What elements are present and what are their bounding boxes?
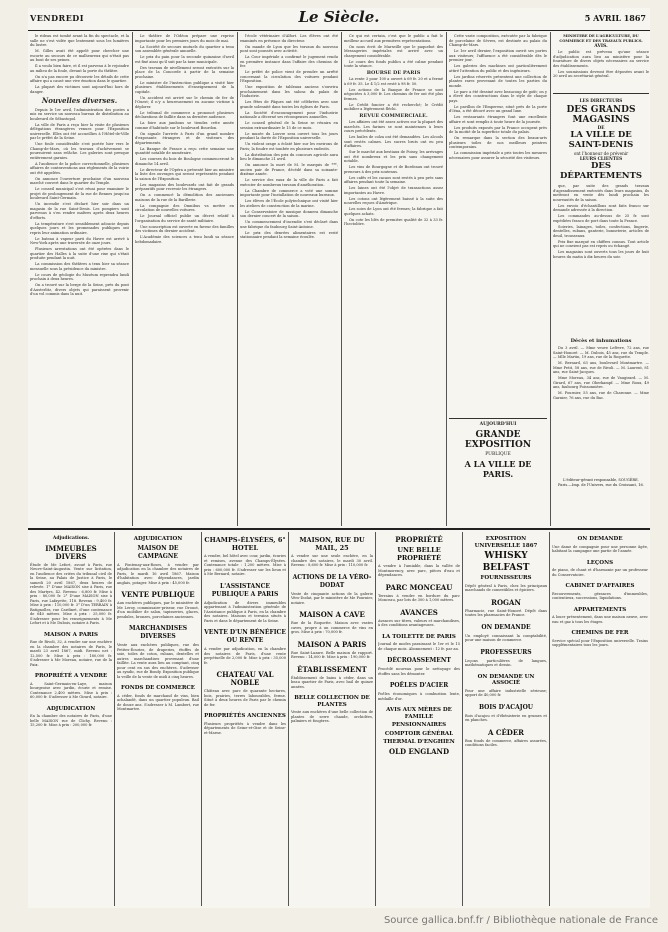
masthead-title: Le Siècle. bbox=[298, 8, 380, 26]
ad-title: A CÉDER bbox=[488, 727, 524, 737]
imprimerie-line: Paris.—Imp. de l'Univers, rue du Croissant, 16. bbox=[558, 483, 644, 487]
ad-title: MAISON A CAVE bbox=[299, 610, 365, 619]
issue-date: 5 AVRIL 1867 bbox=[584, 13, 646, 23]
section-rule bbox=[553, 93, 649, 94]
ad-title: ÉTABLISSEMENT bbox=[297, 664, 367, 674]
issue-day: VENDREDI bbox=[30, 13, 84, 23]
ad-title: DÉCROASSEMENT bbox=[387, 657, 451, 664]
ad-title: POÊLES D'ACIER bbox=[389, 682, 449, 689]
column-rule bbox=[549, 532, 550, 906]
ad-column: PROPRIÉTÉ UNE BELLE PROPRIÉTÉ A vendre à l'amiable, dans la vallée de Montmorency, avec parc, pièces d'eau et dépendances. PARC MONCEAU Terrains à vendre en bordure du parc Monceau, par lots de 300 à 1,000 mètres. AVANCES Avances sur titres, valeurs et marchandises, à des conditions avantageuses. LA TOILETTE DE PARIS Journal de modes paraissant le 1er et le 15 de chaque mois. Abonnement : 12 fr. par an. DÉCROASSEMENT Procédé nouveau pour le nettoyage des étoffes sans les démonter. POÊLES D'ACIER Poêles économiques à combustion lente, médaille d'or. AVIS AUX MÈRES DE FAMILLE PENSIONNAIRES COMPTOIR GÉNÉRAL THERMAL D'ENGHIEN OLD ENGLAND bbox=[378, 535, 460, 756]
ad-title: EXPOSITION UNIVERSELLE 1867 bbox=[474, 536, 538, 549]
ad-title: PROPRIÉTÉS ANCIENNES bbox=[204, 713, 286, 719]
ad-title: BELFAST bbox=[482, 563, 530, 573]
ad-title: PARC MONCEAU bbox=[385, 582, 453, 592]
ad-title: CHAMPS-ÉLYSÉES, 6° HOTEL bbox=[204, 536, 286, 552]
ad-column: Adjudications. IMMEUBLES DIVERS Étude de Me Lefort, avoué à Paris, rue Neuve-Saint-Augustin. Vente sur licitation, en l'audience des criées du tribunal civil de la Seine, au Palais de Justice à Paris, le samedi 20 avril 1867, deux heures de relevée. 1° D'une MAISON sise à Paris, rue des Martyrs, 42. Revenu : 6,800 fr. Mise à prix : 80,000 fr. 2° D'une MAISON sise à Paris, rue Lafayette, 118. Revenu : 9,400 fr. Mise à prix : 110,000 fr. 3° D'un TERRAIN à Batignolles, rue Cardinet, d'une contenance de 640 mètres. Mise à prix : 25,000 fr. S'adresser pour les renseignements à Me Lefort et à Me Dubois, notaire à Paris. MAISON A PARIS Rue de Rivoli, 32, à vendre sur une enchère en la chambre des notaires de Paris, le mardi 23 avril 1867, midi. Revenu net : 12,500 fr. Mise à prix : 180,000 fr. S'adresser à Me Moreau, notaire, rue de la Paix. PROPRIÉTÉ A VENDRE A Saint-Germain-en-Laye, maison bourgeoise avec jardin, écurie et remise. Contenance 2,400 mètres. Mise à prix : 60,000 fr. S'adresser à Me Girard, notaire. ADJUDICATION En la chambre des notaires de Paris, d'une belle MAISON rue de Clichy. Revenu : 15,200 fr. Mise à prix : 200,000 fr. bbox=[30, 536, 112, 727]
ad-title: THERMAL D'ENGHIEN bbox=[383, 739, 455, 745]
avis-heading: AVIS. bbox=[594, 44, 608, 49]
magasins-text: que, par suite des grands travaux d'agrandissement exécutés dans leurs magasins, ils mettront en vente dès lundi prochain les nouveautés de la saison. Les envois d'échantillons sont faits franco sur demande adressée à la direction. Les commandes au-dessus de 25 fr. sont expédiées franco de port dans toute la France. Soieries, lainages, toiles, confections, lingerie, dentelles, rubans, ganterie, bonneterie, articles de deuil, trousseaux. Prix fixe marqué en chiffres connus. Tout article qui ne convient pas est repris ou échangé. Les magasins sont ouverts tous les jours de huit heures du matin à dix heures du soir. bbox=[553, 184, 649, 259]
section-rule bbox=[449, 418, 547, 419]
column-rule bbox=[114, 532, 115, 906]
article-column: Le théâtre de l'Odéon prépare une reprise importante pour les premiers jours du mois de mai. La Société de secours mutuels du quartier a tenu son assemblée générale annuelle. Le prix du pain pour la seconde quinzaine d'avril est fixé ainsi qu'il suit par la taxe municipale. Des travaux de nivellement seront exécutés sur la place de la Concorde à partir de la semaine prochaine. Le ministre de l'instruction publique a visité hier plusieurs établissements d'enseignement de la capitale. Un accident est arrivé sur le chemin de fer de l'Ouest; il n'y a heureusement eu aucune victime à déplorer. Le tribunal de commerce a prononcé plusieurs déclarations de faillite dans sa dernière audience. La foire aux jambons se tiendra cette année comme d'habitude sur le boulevard Bourdon. On signale l'arrivée à Paris d'un grand nombre d'exposants étrangers et de visiteurs des départements. La Banque de France a reçu cette semaine une quantité notable de numéraire. Les courses du bois de Boulogne commenceront le dimanche 14 avril. Le directeur de l'Opéra a présenté hier au ministre la liste des ouvrages qui seront représentés pendant la saison de l'Exposition. Les magasins des boulevards ont fait de grands préparatifs pour recevoir les étrangers. On a commencé la démolition des anciennes maisons de la rue de la Barillerie. La compagnie des Omnibus va mettre en circulation de nouvelles voitures. Le Journal officiel publie un décret relatif à l'organisation du service de santé militaire. Une souscription est ouverte en faveur des familles des victimes du dernier accident. L'Académie des sciences a tenu lundi sa séance hebdomadaire. bbox=[135, 34, 234, 244]
ad-title: LA TOILETTE DE PARIS bbox=[382, 633, 456, 640]
notice-public: PUBLIQUE bbox=[485, 452, 511, 457]
article-column: l'école vétérinaire d'Alfort. Les élèves ont été examinés en présence du directeur. On mande de Lyon que les travaux du nouveau pont sont poussés avec activité. La Cour impériale a confirmé le jugement rendu en première instance dans l'affaire des chemins de fer. Le préfet de police vient de prendre un arrêté concernant la circulation des voitures pendant l'Exposition. Une exposition de tableaux anciens s'ouvrira prochainement dans les salons du palais de l'Industrie. Les fêtes de Pâques ont été célébrées avec une grande solennité dans toutes les églises de Paris. La Société d'encouragement pour l'industrie nationale a décerné ses récompenses annuelles. Le conseil général de la Seine se réunira en session extraordinaire le 15 de ce mois. Le musée du Louvre sera ouvert tous les jours pendant la durée de l'Exposition universelle. Un violent orage a éclaté hier sur les environs de Paris; la foudre est tombée en plusieurs endroits. La distribution des prix du concours agricole aura lieu le dimanche 21 avril. On annonce la mort de M. le marquis de ***, ancien pair de France, décédé dans sa soixante-dixième année. Le service des eaux de la ville de Paris a fait exécuter de nombreux travaux d'amélioration. La Chambre de commerce a voté une somme importante pour l'installation de nouveaux bureaux. Les élèves de l'École polytechnique ont visité hier les ateliers de construction de la marine. Le Conservatoire de musique donnera dimanche son dernier concert de la saison. Un commencement d'incendie s'est déclaré dans une fabrique du faubourg Saint-Antoine. Le prix des denrées alimentaires est resté stationnaire pendant la semaine écoulée. bbox=[240, 34, 338, 239]
ad-title: ADJUDICATION bbox=[133, 536, 183, 542]
ad-column: MAISON, RUE DU MAIL, 25 A vendre sur une seule enchère, en la chambre des notaires, le mardi 30 avril. Revenu : 8,600 fr. Mise à prix : 110,000 fr. ACTIONS DE LA VÉRO-DODAT Vente de cinquante actions de la galerie Véro-Dodat, par le ministère de Me Fournier, notaire. MAISON A CAVE Rue de la Roquette. Maison avec vastes caves, propre à un commerce de vins en gros. Mise à prix : 70,000 fr. MAISON A PARIS Rue Saint-Lazare. Belle maison de rapport. Revenu : 14,000 fr. Mise à prix : 190,000 fr. ÉTABLISSEMENT Établissement de bains à céder, dans un beau quartier de Paris, avec bail de quinze années. BELLE COLLECTION DE PLANTES Vente aux enchères d'une belle collection de plantes de serre chaude, orchidées, palmiers et fougères. bbox=[291, 536, 373, 723]
right-column bbox=[553, 34, 649, 524]
exposition-notice bbox=[449, 422, 547, 479]
ad-title: BOIS D'ACAJOU bbox=[478, 703, 534, 711]
ad-title: MAISON A PARIS bbox=[297, 639, 367, 649]
ministere-heading: MINISTÈRE DE L'AGRICULTURE, DU COMMERCE ET DES TRAVAUX PUBLICS. bbox=[559, 34, 643, 43]
ad-title: BELLE COLLECTION DE PLANTES bbox=[294, 695, 370, 708]
section-heading: REVUE COMMERCIALE. bbox=[359, 112, 428, 119]
column-rule bbox=[462, 532, 463, 906]
ad-title: PROPRIÉTÉ bbox=[395, 535, 443, 544]
ad-title: VENTE PUBLIQUE bbox=[121, 590, 195, 599]
ad-title: VENTE D'UN BÉNÉFICE OU RENTE bbox=[204, 629, 286, 644]
deces-heading: Décès et inhumations bbox=[570, 338, 632, 344]
ad-title: L'ASSISTANCE PUBLIQUE A PARIS bbox=[211, 582, 279, 598]
article-column: Cette vaste composition, exécutée par la fabrique de porcelaine de Sèvres, est destinée au palais du Champ-de-Mars. Le 1er avril dernier, l'exposition ouvrit ses portes aux visiteurs; l'affluence a été considérable dès le premier jour. Les galeries des machines ont particulièrement attiré l'attention du public et des ingénieurs. Les jardins réservés présentent une collection de plantes rares provenant de toutes les parties du monde. Le parc a été dessiné avec beaucoup de goût; on y a élevé des constructions dans le style de chaque pays. Le pavillon de l'Empereur, situé près de la porte d'Iéna, a été décoré avec un grand luxe. Les restaurants étrangers font une excellente affaire et sont remplis à toute heure de la journée. Les produits exposés par la France occupent près de la moitié de la superficie totale du palais. On remarque dans la section des beaux-arts plusieurs toiles de nos meilleurs peintres contemporains. La commission impériale a pris toutes les mesures nécessaires pour assurer la sécurité des visiteurs. bbox=[449, 34, 547, 160]
avis-text: Le public est prévenu qu'une séance d'adjudication aura lieu au ministère pour la fourniture de divers objets nécessaires au service des établissements. Les soumissions devront être déposées avant le 20 avril au secrétariat général. bbox=[553, 50, 649, 78]
ad-title: OLD ENGLAND bbox=[388, 746, 450, 756]
ads-divider bbox=[28, 528, 650, 530]
notice-ville-de-paris: A LA VILLE DE PARIS. bbox=[464, 459, 532, 479]
column-rule bbox=[550, 32, 551, 526]
grands-magasins: DES GRANDS MAGASINS bbox=[566, 105, 636, 125]
notice-exposition: GRANDE EXPOSITION bbox=[464, 430, 532, 450]
ad-column: EXPOSITION UNIVERSELLE 1867 WHISKY BELFAST FOURNISSEURS Dépôt général à Paris, chez les principaux marchands de comestibles et épiciers. ROGAN Pharmacie, rue Saint-Honoré. Dépôt dans toutes les pharmacies de France. ON DEMANDE Un employé connaissant la comptabilité, pour une maison de commerce. PROFESSEURS Leçons particulières de langues, mathématiques et dessin. ON DEMANDE UN ASSOCIÉ Pour une affaire industrielle sérieuse; apport de 40,000 fr. BOIS D'ACAJOU Bois d'acajou et d'ébénisterie en grumes et en planches. A CÉDER Bon fonds de commerce, affaires assurées, conditions faciles. bbox=[465, 536, 547, 747]
column-rule bbox=[237, 32, 238, 526]
article-column: le rideau est tombé avant la fin du spectacle, et la salle ne s'est vidée que lentement sous les lumières du lustre. M. Gilles avait été appelé pour chercher une escorte au secours de ce malheureux qui n'était pas au bout de ses peines. Il a voulu bien faire, et il est parvenu à le rejoindre au milieu de la foule, devant la porte du théâtre. On n'a pas encore pu découvrir les détails de cette affaire qui a causé une vive émotion dans le quartier. La plupart des victimes sont aujourd'hui hors de danger. Nouvelles diverses. Depuis le 1er avril, l'administration des postes a mis en service un nouveau bureau de distribution au boulevard de Sébastopol. La ville de Paris a reçu hier la visite de plusieurs délégations étrangères venues pour l'Exposition universelle. Elles ont été accueillies à l'Hôtel-de-Ville par le préfet de la Seine. Une foule considérable s'est portée hier vers le Champ-de-Mars, où les travaux d'achèvement se poursuivent sans relâche. Les galeries sont presque entièrement garnies. A l'audience de la police correctionnelle, plusieurs affaires de contraventions aux règlements de la voirie ont été appelées. On annonce l'ouverture prochaine d'un nouveau marché couvert dans le quartier du Temple. Le conseil municipal s'est réuni pour examiner le projet de prolongement de la rue de Rennes jusqu'au boulevard Saint-Germain. Un incendie s'est déclaré hier soir dans un magasin de la rue Saint-Denis. Les pompiers sont parvenus à s'en rendre maîtres après deux heures d'efforts. La température s'est sensiblement adoucie depuis quelques jours et les promenades publiques ont repris leur animation ordinaire. Le bateau à vapeur parti du Havre est arrivé à New-York après une traversée de onze jours. Plusieurs arrestations ont été opérées dans le quartier des Halles à la suite d'une rixe qui s'était produite pendant la nuit. La commission des théâtres a tenu hier sa séance mensuelle sous la présidence du ministre. Le cours de géologie du Muséum reprendra lundi prochain à deux heures. On a trouvé sur la berge de la Seine, près du pont d'Austerlitz, divers objets qui paraissent provenir d'un vol commis dans la nuit. bbox=[30, 34, 129, 296]
ad-title: ROGAN bbox=[491, 597, 521, 607]
ad-title: ACTIONS DE LA VÉRO-DODAT bbox=[292, 573, 372, 589]
deces-text: Du 3 avril. — Mme veuve Lefèvre, 72 ans, rue Saint-Honoré. — M. Dubois, 45 ans, rue du Temple. — Mlle Martin, 19 ans, rue de la Roquette. M. Bernard, 63 ans, boulevard Montmartre. — Mme Petit, 58 ans, rue de Rivoli. — M. Laurent, 81 ans, rue Saint-Jacques. Mme Moreau, 34 ans, rue de Vaugirard. — M. Girard, 67 ans, rue Oberkampf. — Mme Roux, 49 ans, faubourg Poissonnière. M. Fournier, 55 ans, rue de Charonne. — Mme Garnier, 76 ans, rue du Bac. bbox=[553, 346, 649, 400]
section-heading: Nouvelles diverses. bbox=[41, 96, 118, 105]
directeurs-line: LES DIRECTEURS bbox=[579, 98, 623, 103]
ad-title: PENSIONNAIRES bbox=[391, 722, 447, 728]
ad-title: AVIS AUX MÈRES DE FAMILLE bbox=[386, 707, 452, 720]
ad-heading: Adjudications. bbox=[52, 536, 90, 541]
ad-title: MARCHANDISES DIVERSES bbox=[128, 625, 188, 640]
ad-column: ADJUDICATION MAISON DE CAMPAGNE A Fontenay-aux-Roses, à vendre par adjudication en la chambre des notaires de Paris, le mardi 16 avril 1867. Maison d'habitation avec dépendances, jardin anglais, potager. Mise à prix : 45,000 fr. VENTE PUBLIQUE Aux enchères publiques, par le ministère de Me Leroy, commissaire-priseur, rue Drouot, d'un mobilier de salon, tapisseries, glaces, pendules, bronzes, porcelaines anciennes. MARCHANDISES DIVERSES Vente aux enchères publiques, rue des Petites-Écuries, de draperies, étoffes de soie, toiles de coton, rubans, dentelles et autres marchandises provenant d'une faillite. La vente aura lieu au comptant, cinq pour cent en sus des enchères. S'adresser au syndic, rue de Bondy. Exposition publique la veille de la vente de midi à cinq heures. FONDS DE COMMERCE A céder, fonds de marchand de vins, bien achalandé, dans un quartier populeux. Bail de douze ans. S'adresser à M. Lambert, rue Montmartre. bbox=[117, 536, 199, 711]
notice-today: AUJOURD'HUI bbox=[479, 422, 517, 427]
column-rule bbox=[341, 32, 342, 526]
column-rule bbox=[201, 532, 202, 906]
responsable-line: L'éditeur-gérant responsable, SOUGÈRE. bbox=[563, 478, 639, 482]
source-credit: Source gallica.bnf.fr / Bibliothèque nationale de France bbox=[383, 915, 658, 926]
ad-title: PROFESSEURS bbox=[480, 648, 532, 656]
ad-title: CHATEAU VAL NOBLE bbox=[216, 670, 274, 687]
ad-title: ON DEMANDE UN ASSOCIÉ bbox=[477, 673, 535, 686]
ad-title: WHISKY bbox=[484, 551, 528, 561]
column-rule bbox=[132, 32, 133, 526]
ad-column: CHAMPS-ÉLYSÉES, 6° HOTEL A vendre, bel hôtel avec cour, jardin, écuries et remises, avenue des Champs-Élysées. Contenance totale : 1,200 mètres. Mise à prix : 600,000 fr. S'adresser sur les lieux et à Me Bernard, notaire. L'ASSISTANCE PUBLIQUE A PARIS Adjudication de divers immeubles appartenant à l'administration générale de l'Assistance publique à Paris, en la chambre des notaires. Maisons et terrains situés à Paris et dans le département de la Seine. VENTE D'UN BÉNÉFICE OU RENTE A vendre par adjudication, en la chambre des notaires de Paris, d'une rente perpétuelle de 2,000 fr. Mise à prix : 35,000 fr. CHATEAU VAL NOBLE Château avec parc de quarante hectares, bois, prairies, terres labourables, ferme. Situé à deux heures de Paris par le chemin de fer. PROPRIÉTÉS ANCIENNES Plusieurs propriétés à vendre dans les départements de Seine-et-Oise et de Seine-et-Marne. bbox=[204, 536, 286, 735]
ad-title: AVANCES bbox=[400, 607, 438, 617]
ad-title: UNE BELLE PROPRIÉTÉ bbox=[396, 546, 442, 562]
article-column: Ce qui est certain, c'est que le public a fait le meilleur accueil aux premières représentations. On nous écrit de Marseille que le paquebot des Messageries impériales est arrivé avec un chargement considérable. Le cours des fonds publics a été calme pendant toute la séance. BOURSE DE PARIS La rente 3 pour 100 a ouvert à 69 fr. 20 et a fermé à 69 fr. 35. Le 4 1/2 est resté à 98 fr. 50. Les actions de la Banque de France se sont négociées à 3,000 fr. Les chemins de fer ont été plus fermes. Le Crédit foncier a été recherché; le Crédit mobilier a légèrement fléchi. REVUE COMMERCIALE. Les affaires ont été assez actives sur la plupart des marchés. Les farines se sont maintenues à leurs cours précédents. Les huiles de colza ont été demandées. Les alcools sont restés calmes. Les sucres bruts ont eu peu d'affaires. Sur le marché aux bestiaux de Poissy, les arrivages ont été nombreux et les prix sans changement notable. Les vins de Bourgogne et de Bordeaux ont trouvé preneurs à des prix soutenus. Les cafés et les cacaos sont restés à peu près sans affaires pendant toute la semaine. Les laines ont été l'objet de transactions assez importantes au Havre. Les cotons ont légèrement baissé à la suite des nouvelles reçues d'Amérique. Les soies de Lyon ont été fermes; la fabrique a fait quelques achats. On cote les blés de première qualité de 32 à 33 fr. l'hectolitre. bbox=[344, 34, 443, 226]
column-rule bbox=[446, 32, 447, 526]
departements: DES DÉPARTEMENTS bbox=[559, 161, 643, 181]
section-heading: BOURSE DE PARIS bbox=[366, 69, 421, 76]
ad-column: ON DEMANDE Une dame de compagnie pour une personne âgée, habitant la campagne une partie de l'année. LEÇONS de piano, de chant et d'harmonie par un professeur du Conservatoire. CABINET D'AFFAIRES Recouvrements, gérances d'immeubles, contentieux, successions, liquidations. APPARTEMENTS A louer présentement, dans une maison neuve, avec eau et gaz à tous les étages. CHEMINS DE FER Service spécial pour l'Exposition universelle. Trains supplémentaires tous les jours. bbox=[552, 536, 648, 647]
ad-title: MAISON, RUE DU MAIL, 25 bbox=[299, 536, 365, 552]
newspaper-page bbox=[28, 8, 650, 908]
ad-title: ON DEMANDE bbox=[481, 623, 531, 631]
ville-saint-denis: LA VILLE DE SAINT-DENIS bbox=[568, 130, 634, 150]
ad-title: COMPTOIR GÉNÉRAL bbox=[384, 730, 454, 737]
masthead-bar bbox=[28, 8, 650, 31]
clientes-line: LEURS CLIENTES bbox=[579, 156, 623, 161]
de-line: DE bbox=[597, 125, 605, 130]
ad-title: IMMEUBLES DIVERS bbox=[45, 543, 97, 561]
column-rule bbox=[375, 532, 376, 906]
ad-title: FOURNISSEURS bbox=[480, 575, 532, 581]
ad-title: MAISON DE CAMPAGNE bbox=[137, 544, 179, 560]
column-rule bbox=[288, 532, 289, 906]
honneur-line: ont l'honneur de prévenir bbox=[573, 151, 629, 156]
